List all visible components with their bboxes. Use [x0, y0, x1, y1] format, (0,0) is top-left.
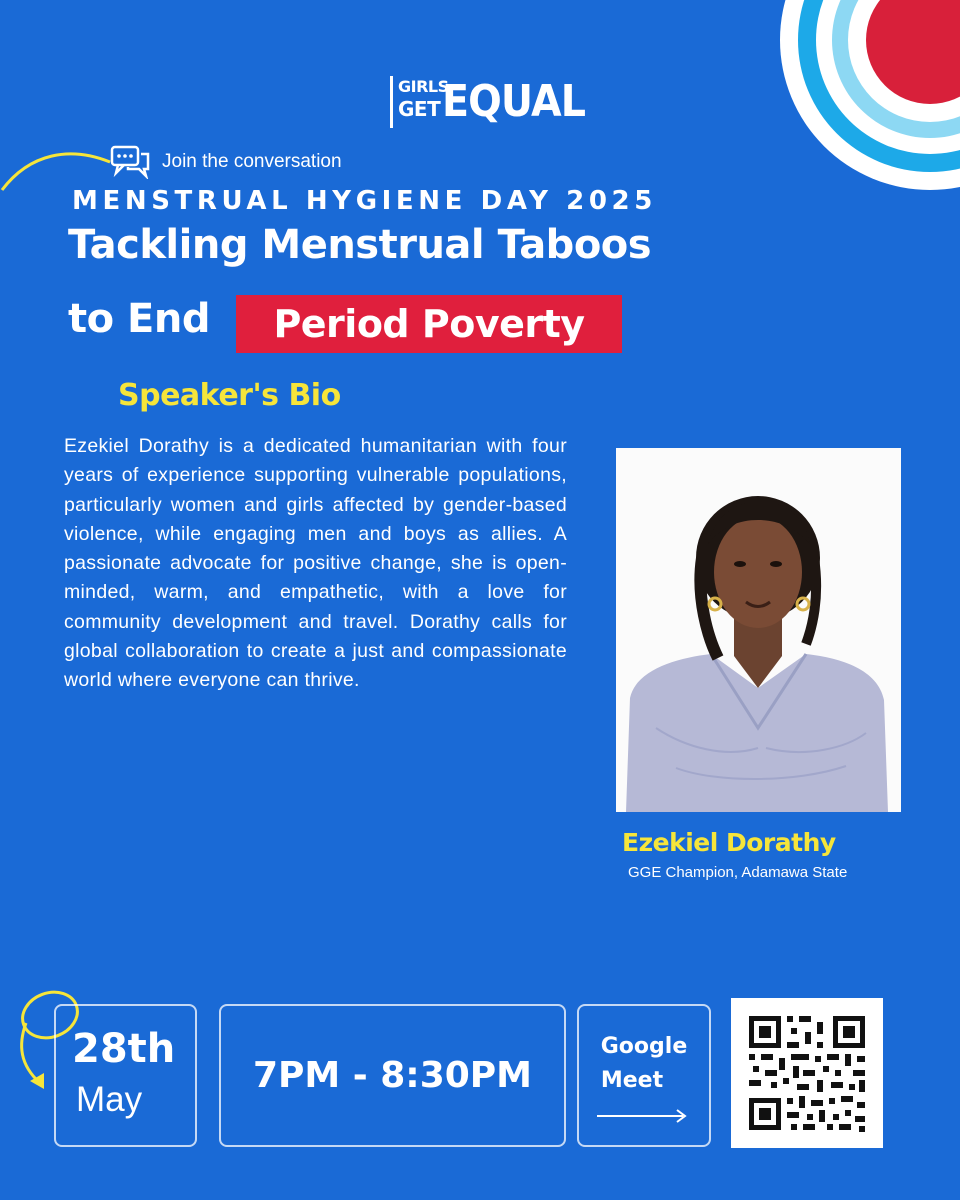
join-conversation: [110, 145, 342, 179]
logo-line-equal: EQUAL: [442, 76, 586, 127]
join-conversation-label: Join the conversation: [162, 151, 342, 172]
logo-line-girls: GIRLS: [398, 77, 449, 96]
event-date-month: May: [76, 1080, 143, 1119]
chat-bubbles-icon: [110, 145, 152, 179]
bio-heading: Speaker's Bio: [118, 378, 341, 413]
arrow-right-icon: [597, 1106, 689, 1126]
speaker-role: GGE Champion, Adamawa State: [628, 864, 848, 881]
speaker-photo: [616, 448, 901, 812]
platform-name-line1: Google: [600, 1034, 688, 1059]
logo-line-get: GET: [398, 97, 441, 121]
event-subtitle: MENSTRUAL HYGIENE DAY 2025: [72, 186, 657, 216]
qr-code[interactable]: [731, 998, 883, 1148]
qr-code-icon: [731, 998, 883, 1148]
target-rings-decoration: [780, 0, 960, 190]
event-date-day: 28th: [72, 1026, 176, 1072]
girls-get-equal-logo: [390, 76, 586, 136]
platform-name-line2: Meet: [600, 1068, 664, 1093]
event-time: 7PM - 8:30PM: [252, 1055, 533, 1096]
event-title-line2: to End: [68, 296, 210, 342]
event-title-highlight: Period Poverty: [236, 295, 622, 353]
event-title-line1: Tackling Menstrual Taboos: [68, 222, 652, 268]
speaker-name: Ezekiel Dorathy: [622, 828, 836, 857]
time-box: [219, 1004, 566, 1147]
bio-text: Ezekiel Dorathy is a dedicated humanitarian with four years of experience supporting vulnerable populations, particularly women and girls affected by gender-based violence, while engaging men and boys as allies. A passionate advocate for positive change, she is open-minded, warm, and empathetic, with a love for community development and travel. Dorathy calls for global collaboration to create a just and compassionate world where everyone can thrive.: [64, 435, 567, 692]
